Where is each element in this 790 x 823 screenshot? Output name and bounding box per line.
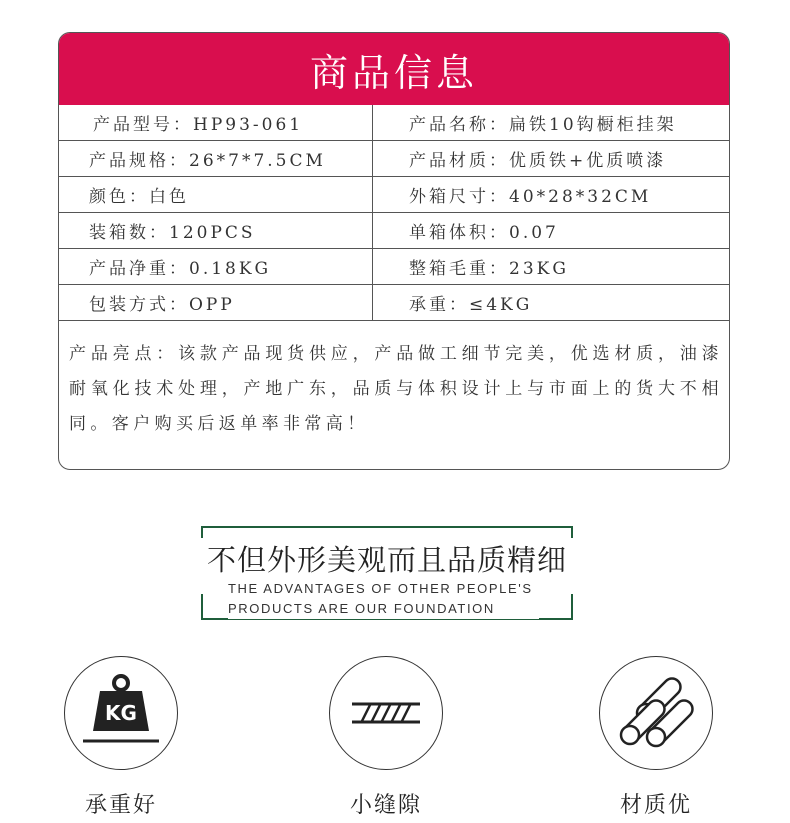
spec-table [59, 105, 729, 321]
material-rods-icon [600, 657, 712, 769]
product-info-card [58, 32, 730, 470]
slogan-english-line-2: PRODUCTS ARE OUR FOUNDATION [228, 601, 495, 616]
spec-carton-volume: 单箱体积：0.07 [373, 213, 729, 249]
spec-product-name: 产品名称：扁铁10钩橱柜挂架 [373, 105, 729, 141]
spec-gross-weight: 整箱毛重：23KG [373, 249, 729, 285]
slogan-english-line-1: THE ADVANTAGES OF OTHER PEOPLE'S [228, 581, 533, 596]
feature-material [586, 656, 726, 819]
svg-text:KG: KG [105, 701, 137, 725]
slogan-title: 不但外形美观而且品质精细 [187, 538, 587, 579]
spec-packing-qty: 装箱数：120PCS [59, 213, 373, 249]
spec-load-capacity: 承重：≤4KG [373, 285, 729, 321]
spec-packaging: 包装方式：OPP [59, 285, 373, 321]
slogan-frame-top [201, 526, 573, 538]
slogan-block [201, 526, 571, 620]
feature-circle [599, 656, 713, 770]
kg-weight-icon [65, 657, 177, 769]
feature-label: 材质优 [619, 793, 692, 818]
spec-color: 颜色：白色 [59, 177, 373, 213]
spec-carton-size: 外箱尺寸：40*28*32CM [373, 177, 729, 213]
spec-size: 产品规格：26*7*7.5CM [59, 141, 373, 177]
feature-label: 承重好 [84, 793, 157, 818]
small-gap-icon [330, 657, 442, 769]
spec-net-weight: 产品净重：0.18KG [59, 249, 373, 285]
feature-circle [64, 656, 178, 770]
feature-small-gap [316, 656, 456, 819]
feature-circle [329, 656, 443, 770]
spec-model: 产品型号：HP93-061 [59, 105, 373, 141]
slogan-english [228, 579, 539, 619]
spec-material: 产品材质：优质铁+优质喷漆 [373, 141, 729, 177]
feature-label: 小缝隙 [349, 793, 422, 818]
card-title: 商品信息 [59, 33, 729, 105]
feature-load-bearing [51, 656, 191, 819]
product-highlight: 产品亮点：该款产品现货供应，产品做工细节完美，优选材质，油漆耐氧化技术处理，产地广东，品质与体积设计上与市面上的货大不相同。客户购买后返单率非常高！ [69, 344, 723, 434]
